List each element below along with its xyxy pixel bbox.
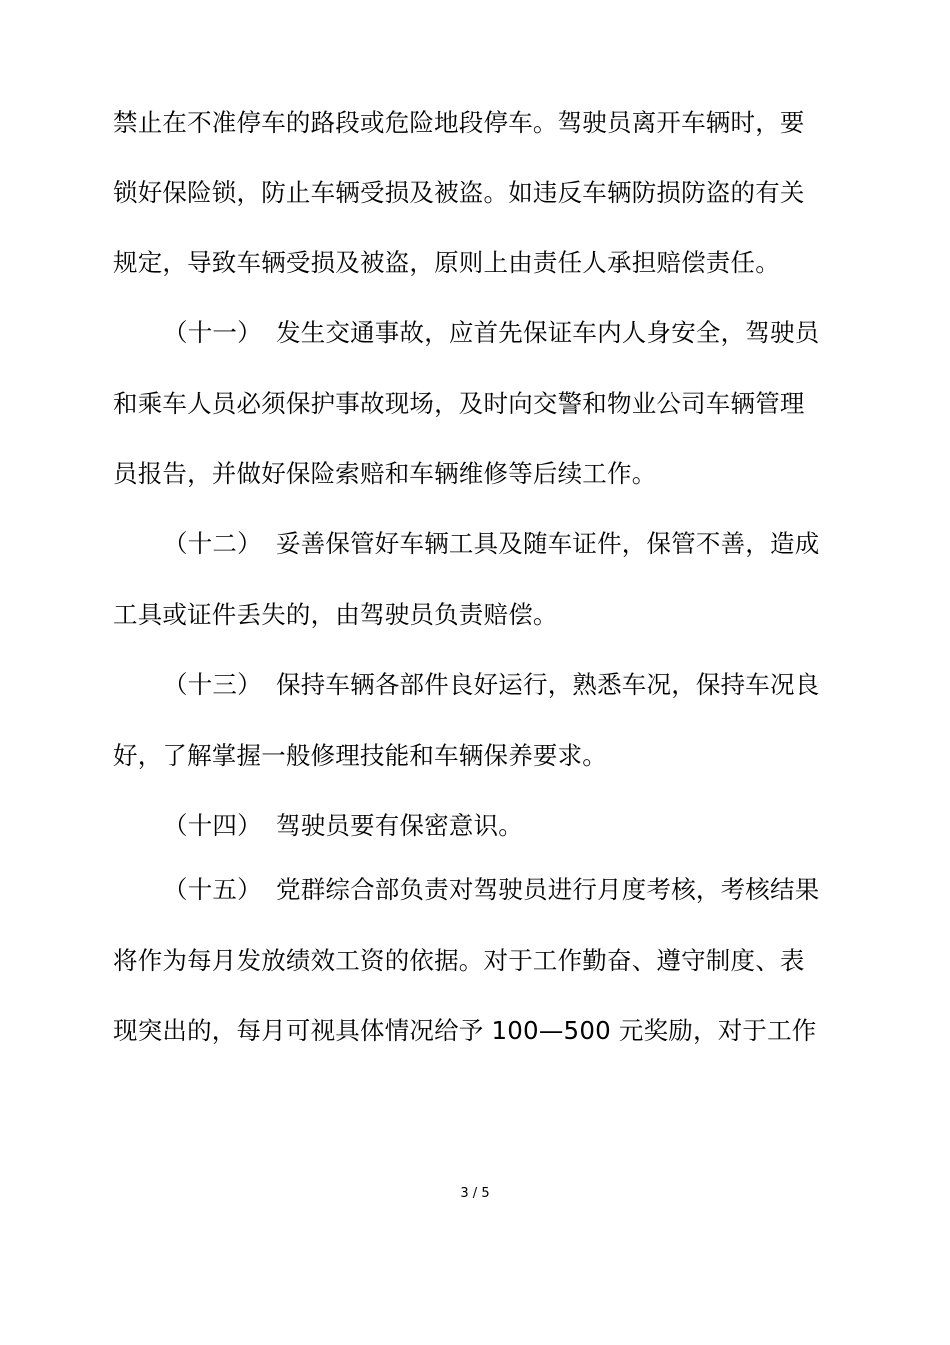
body-text-line: 锁好保险锁，防止车辆受损及被盗。如违反车辆防损防盗的有关 <box>113 178 805 207</box>
body-text-line: 禁止在不准停车的路段或危险地段停车。驾驶员离开车辆时，要 <box>113 108 805 137</box>
page-number: 3 / 5 <box>460 1186 490 1201</box>
body-text-line: 现突出的，每月可视具体情况给予 100—500 元奖励，对于工作 <box>113 1016 817 1045</box>
clause-number: （十三） <box>163 670 262 699</box>
clause-15 <box>163 875 819 905</box>
clause-text: 党群综合部负责对驾驶员进行月度考核，考核结果 <box>276 875 820 904</box>
clause-11 <box>163 318 819 348</box>
clause-13 <box>163 670 819 700</box>
body-text-line: 将作为每月发放绩效工资的依据。对于工作勤奋、遵守制度、表 <box>113 946 805 975</box>
clause-text: 发生交通事故，应首先保证车内人身安全，驾驶员 <box>276 318 820 347</box>
clause-text: 驾驶员要有保密意识。 <box>276 811 523 840</box>
clause-14 <box>163 811 523 841</box>
body-text-line: 员报告，并做好保险索赔和车辆维修等后续工作。 <box>113 459 657 488</box>
clause-number: （十二） <box>163 529 262 558</box>
clause-number: （十四） <box>163 811 262 840</box>
body-text-line: 规定，导致车辆受损及被盗，原则上由责任人承担赔偿责任。 <box>113 248 780 277</box>
body-text-line: 和乘车人员必须保护事故现场，及时向交警和物业公司车辆管理 <box>113 389 805 418</box>
clause-text: 妥善保管好车辆工具及随车证件，保管不善，造成 <box>276 529 820 558</box>
body-text-line: 好，了解掌握一般修理技能和车辆保养要求。 <box>113 741 607 770</box>
clause-number: （十五） <box>163 875 262 904</box>
clause-12 <box>163 529 819 559</box>
clause-number: （十一） <box>163 318 262 347</box>
body-text-line: 工具或证件丢失的，由驾驶员负责赔偿。 <box>113 600 558 629</box>
clause-text: 保持车辆各部件良好运行，熟悉车况，保持车况良 <box>276 670 820 699</box>
